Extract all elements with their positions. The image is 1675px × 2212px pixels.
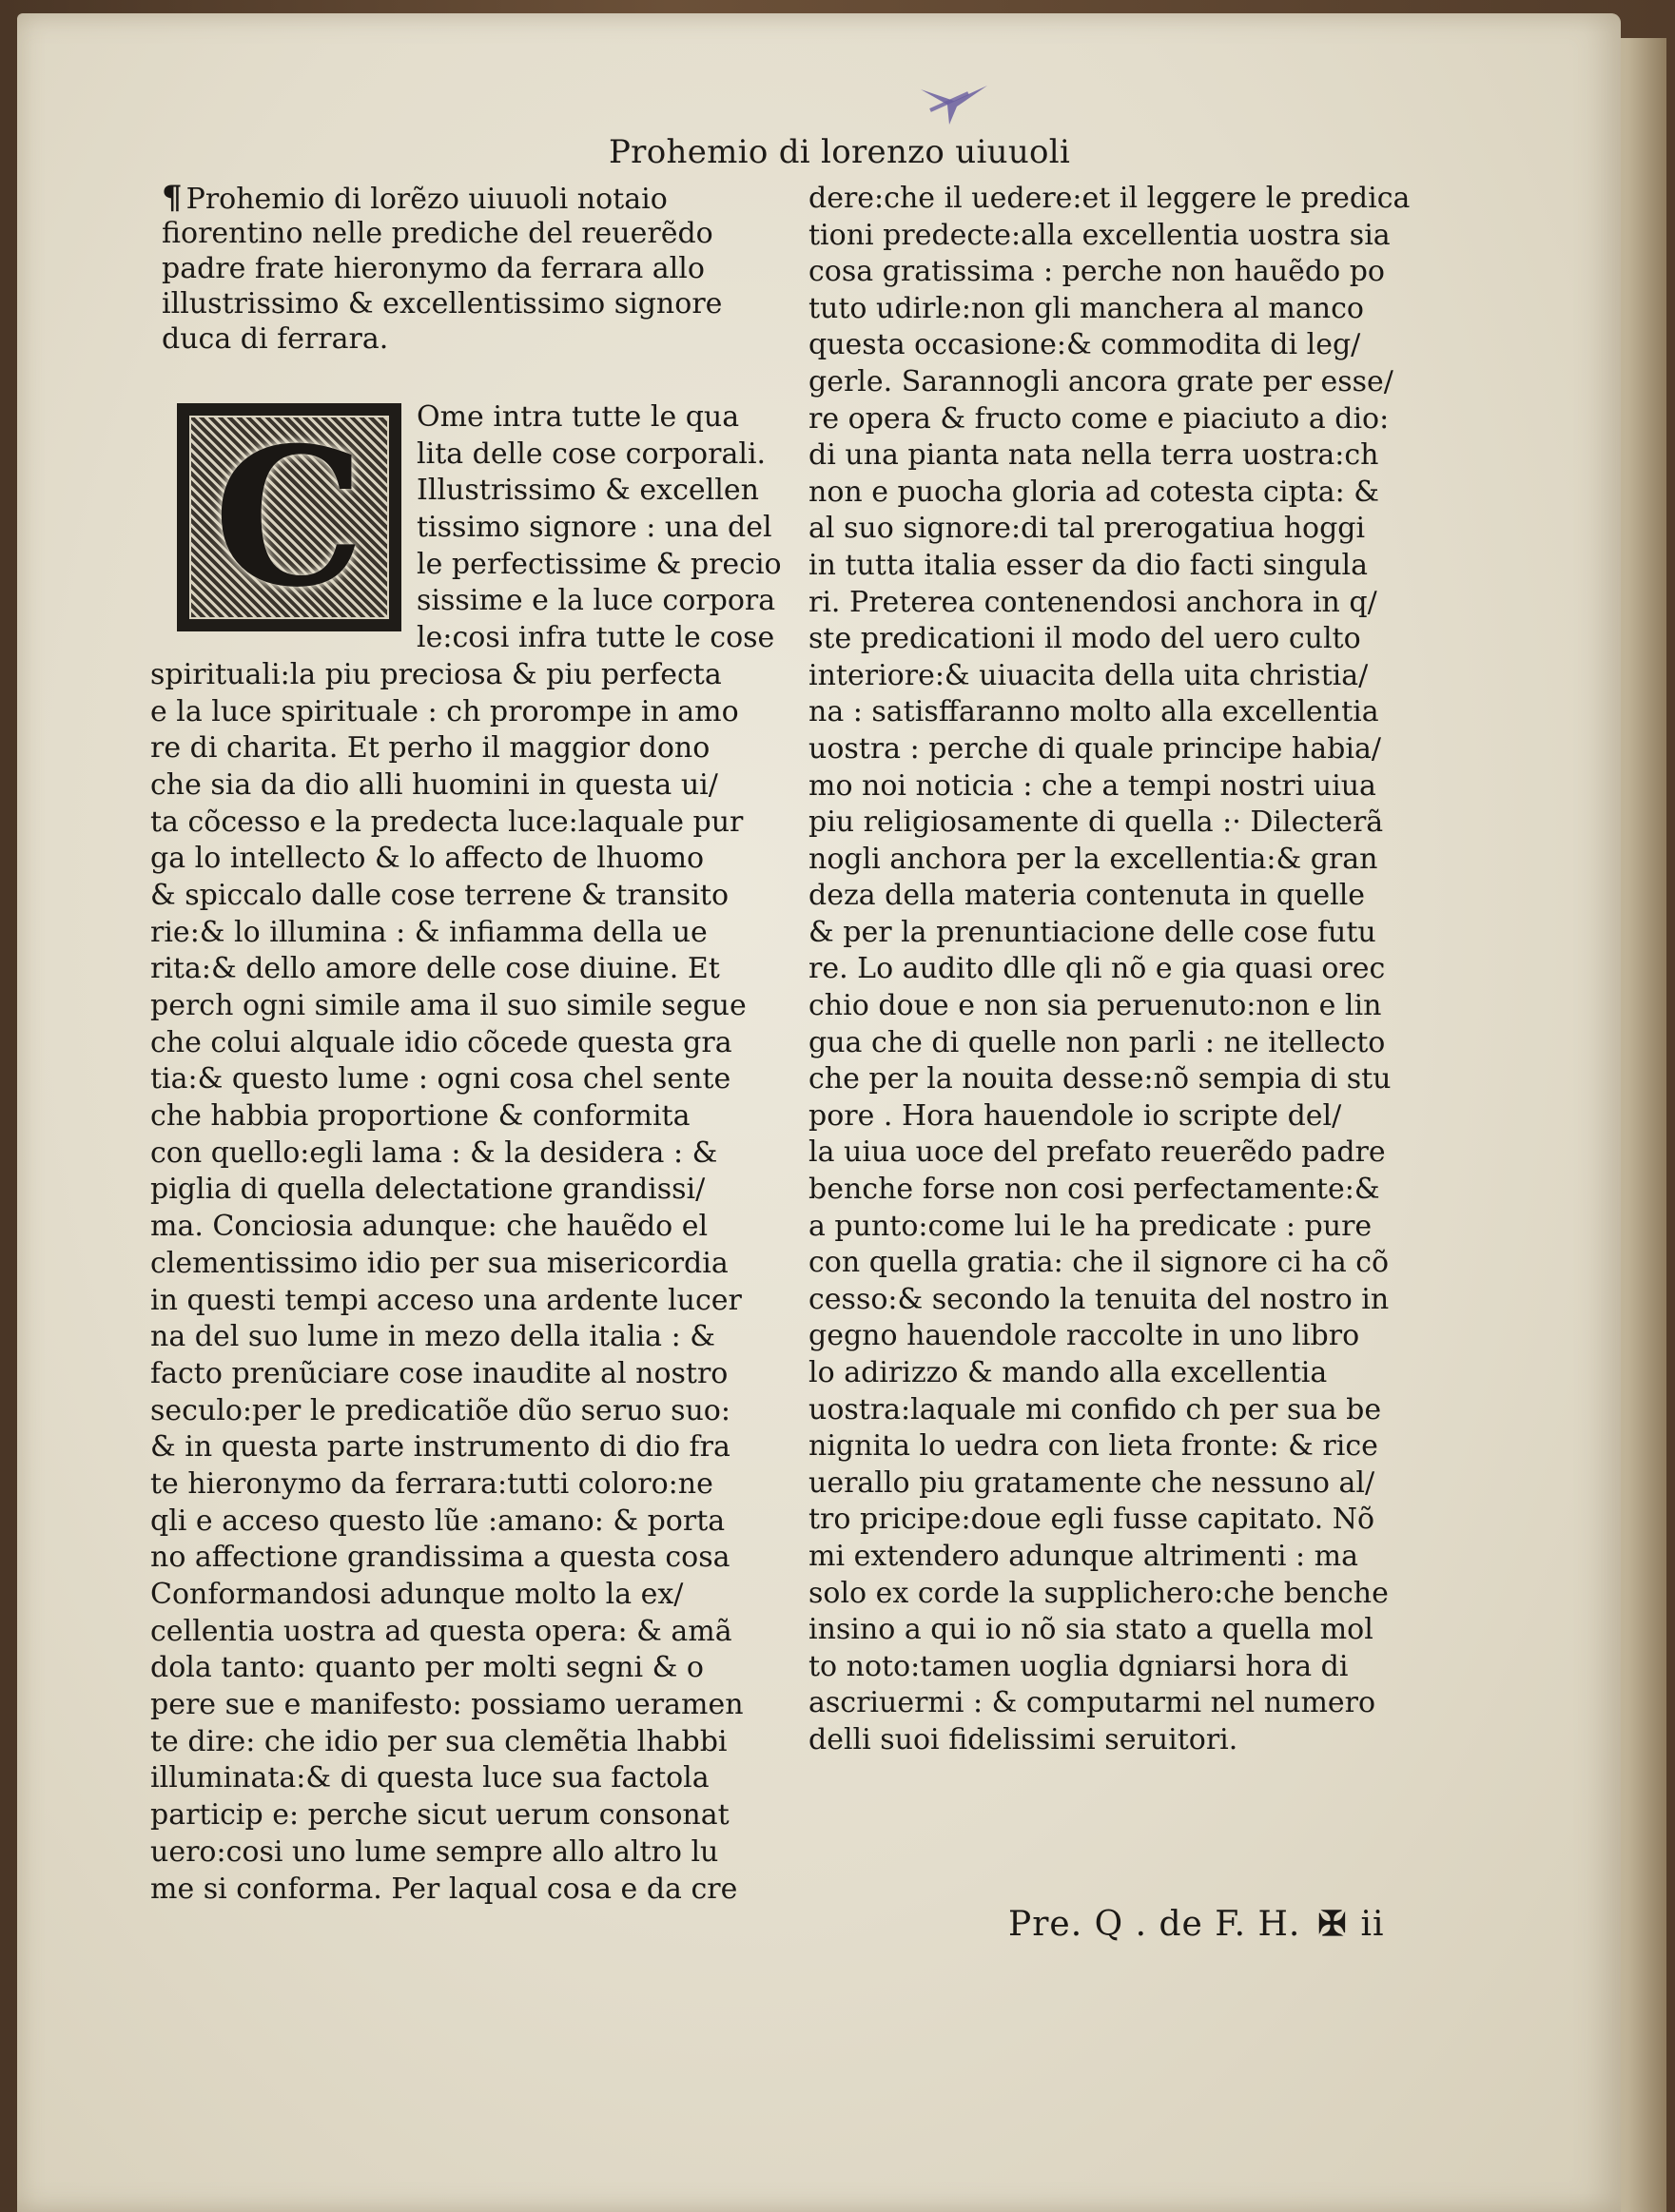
initial-letter: C (213, 405, 365, 630)
left-line: facto prenũciare cose inaudite al nostro (150, 1356, 729, 1390)
heading-line-2: fiorentino nelle prediche del reuerẽdo (162, 217, 713, 250)
left-line: no affectione grandissima a questa cosa (150, 1541, 730, 1575)
pilcrow-icon: ¶ (162, 179, 183, 217)
right-line: & per la prenuntiacione delle cose futu (808, 915, 1376, 949)
left-line: qli e acceso questo lũe :amano: & porta (150, 1504, 726, 1538)
left-line: in questi tempi acceso una ardente lucer (150, 1283, 742, 1317)
right-line: cesso:& secondo la tenuita del nostro in (808, 1282, 1390, 1316)
right-line: dere:che il uedere:et il leggere le predica (808, 182, 1411, 215)
left-line: clementissimo idio per sua misericordia (150, 1246, 729, 1280)
folio-number: ii (1360, 1905, 1385, 1944)
left-line: & spiccalo dalle cose terrene & transito (150, 878, 730, 912)
running-head: Prohemio di lorenzo uiuuoli (609, 133, 1071, 171)
left-line: tissimo signore : una del (417, 511, 772, 545)
right-line: che per la nouita desse:nõ sempia di stu (808, 1062, 1392, 1096)
right-line: ascriuermi : & computarmi nel numero (808, 1686, 1376, 1720)
left-line: le perfectissime & precio (417, 547, 782, 581)
left-line: cellentia uostra ad questa opera: & amã (150, 1614, 732, 1648)
right-line: di una pianta nata nella terra uostra:ch (808, 438, 1379, 473)
right-line: gegno hauendole raccolte in uno libro (808, 1319, 1360, 1353)
left-line: me si conforma. Per laqual cosa e da cre (150, 1872, 738, 1906)
right-line: pore . Hora hauendole io scripte del/ (808, 1098, 1342, 1133)
left-line: particip e: perche sicut uerum consonat (150, 1798, 730, 1833)
right-line: solo ex corde la supplichero:che benche (808, 1576, 1389, 1610)
left-line: illuminata:& di questa luce sua factola (150, 1761, 710, 1795)
left-line: piglia di quella delectatione grandissi/ (150, 1173, 706, 1207)
right-column (808, 181, 1417, 1759)
left-line: pere sue e manifesto: possiamo ueramen (150, 1688, 744, 1722)
right-line: nogli anchora per la excellentia:& gran (808, 842, 1378, 876)
left-line: rita:& dello amore delle cose diuine. Et (150, 952, 720, 986)
right-line: cosa gratissima : perche non hauẽdo po (808, 255, 1385, 289)
left-line: Conformandosi adunque molto la ex/ (150, 1578, 684, 1611)
right-line: re. Lo audito dlle qli nõ e gia quasi orec (808, 952, 1386, 986)
left-line: seculo:per le predicatiõe dũo seruo suo: (150, 1393, 730, 1427)
left-line: che habbia proportione & conformita (150, 1099, 691, 1134)
left-line: che sia da dio alli huomini in questa ui/ (150, 767, 718, 802)
left-line: dola tanto: quanto per molti segni & o (150, 1651, 704, 1685)
left-line: le:cosi infra tutte le cose (417, 621, 775, 655)
right-line: uostra : perche di quale principe habia/ (808, 731, 1381, 766)
right-line: mo noi noticia : che a tempi nostri uiua (808, 768, 1376, 803)
right-line: a punto:come lui le ha predicate : pure (808, 1209, 1373, 1243)
heading-line-3: padre frate hieronymo da ferrara allo (162, 252, 705, 285)
right-line: con quella gratia: che il signore ci ha cõ (808, 1246, 1390, 1280)
heading-line-1: ¶ Prohemio di lorẽzo uiuuoli notaio (162, 179, 668, 217)
signature-mark: Pre. Q . de F. H. (1008, 1905, 1301, 1944)
right-line: al suo signore:di tal prerogatiua hoggi (808, 512, 1366, 546)
left-line: rie:& lo illumina : & infiamma della ue (150, 915, 708, 949)
left-column (150, 399, 782, 1908)
left-line: te dire: che idio per sua clemẽtia lhabbi (150, 1724, 728, 1758)
right-line: tuto udirle:non gli manchera al manco (808, 291, 1364, 325)
heading-line-4: illustrissimo & excellentissimo signore (162, 287, 723, 320)
right-line: chio doue e non sia peruenuto:non e lin (808, 989, 1382, 1023)
right-line: uerallo piu gratamente che nessuno al/ (808, 1465, 1375, 1500)
left-line: tia:& questo lume : ogni cosa chel sente (150, 1062, 731, 1096)
heading-line-5: duca di ferrara. (162, 322, 389, 356)
right-line: benche forse non cosi perfectamente:& (808, 1173, 1380, 1207)
left-line: uero:cosi uno lume sempre allo altro lu (150, 1834, 719, 1869)
left-line: na del suo lume in mezo della italia : & (150, 1320, 715, 1354)
right-line: gua che di quelle non parli : ne itellecto (808, 1025, 1386, 1059)
right-line: non e puocha gloria ad cotesta cipta: & (808, 475, 1379, 509)
left-line: perch ogni simile ama il suo simile segue (150, 989, 747, 1022)
right-line: na : satisffaranno molto alla excellentia (808, 695, 1379, 729)
left-line: Illustrissimo & excellen (417, 474, 759, 508)
right-line: la uiua uoce del prefato reuerẽdo padre (808, 1135, 1386, 1170)
right-line: interiore:& uiuacita della uita christia/ (808, 658, 1369, 692)
left-line: sissime e la luce corpora (417, 584, 776, 618)
right-line: ri. Preterea contenendosi anchora in q/ (808, 585, 1377, 619)
prologue-heading (162, 181, 789, 357)
cross-icon: ✠ (1317, 1904, 1348, 1944)
right-line: tioni predecte:alla excellentia uostra sia (808, 218, 1391, 252)
right-line: insino a qui io nõ sia stato a quella mol (808, 1613, 1373, 1647)
right-line: re opera & fructo come e piaciuto a dio: (808, 401, 1390, 436)
right-line: delli suoi fidelissimi seruitori. (808, 1722, 1238, 1756)
library-stamp-icon (911, 72, 997, 129)
left-line: spirituali:la piu preciosa & piu perfecta (150, 657, 722, 691)
left-line: & in questa parte instrumento di dio fra (150, 1430, 730, 1465)
right-line: in tutta italia esser da dio facti singula (808, 548, 1369, 582)
right-line: tro pricipe:doue egli fusse capitato. Nõ (808, 1503, 1375, 1537)
right-line: ste predicationi il modo del uero culto (808, 622, 1361, 656)
left-line: te hieronymo da ferrara:tutti coloro:ne (150, 1466, 713, 1501)
left-line: che colui alquale idio cõcede questa gra (150, 1025, 732, 1059)
left-line: ga lo intellecto & lo affecto de lhuomo (150, 842, 705, 876)
left-line: e la luce spirituale : ch prorompe in amo (150, 694, 739, 728)
right-line: questa occasione:& commodita di leg/ (808, 328, 1361, 362)
left-line: ma. Conciosia adunque: che hauẽdo el (150, 1210, 709, 1244)
right-line: lo adirizzo & mando alla excellentia (808, 1356, 1328, 1389)
left-line: re di charita. Et perho il maggior dono (150, 731, 711, 766)
signature-line (1008, 1904, 1385, 1944)
left-line: con quello:egli lama : & la desidera : & (150, 1135, 718, 1170)
right-line: deza della materia contenuta in quelle (808, 879, 1366, 913)
left-line: ta cõcesso e la predecta luce:laquale pur (150, 805, 744, 839)
right-line: nignita lo uedra con lieta fronte: & rice (808, 1429, 1378, 1464)
right-line: piu religiosamente di quella :· Dilecterã (808, 805, 1384, 840)
left-line: lita delle cose corporali. (417, 437, 767, 471)
right-line: mi extendero adunque altrimenti : ma (808, 1539, 1358, 1573)
left-line: Ome intra tutte le qua (417, 400, 740, 434)
right-line: to noto:tamen uoglia dgniarsi hora di (808, 1649, 1349, 1683)
right-line: gerle. Sarannogli ancora grate per esse/ (808, 364, 1393, 398)
right-line: uostra:laquale mi confido ch per sua be (808, 1392, 1382, 1426)
